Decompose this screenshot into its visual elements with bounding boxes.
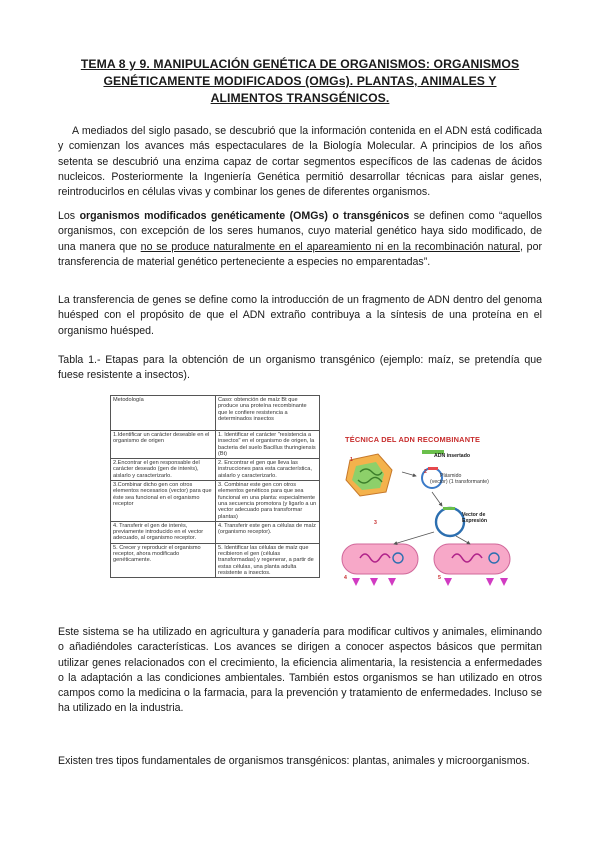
table-cell: 4. Transferir el gen de interés, previamente introducido en el vector adecuado, al organismo receptor. <box>111 521 216 543</box>
table-caption: Tabla 1.- Etapas para la obtención de un organismo transgénico (ejemplo: maíz, se pretendía que fuese resistente a insectos). <box>58 354 542 382</box>
transfer-paragraph: La transferencia de genes se define como la introducción de un fragmento de ADN dentro del genoma huésped con el propósito de que el ADN extraño contribuya a la síntesis de una proteína en el organismo huésped. <box>58 294 542 337</box>
applications-paragraph: Este sistema se ha utilizado en agricultura y ganadería para modificar cultivos y animales, eliminando o añadiéndoles características. Los avances se dirigen a conocer aspectos básicos que permitan utilizar genes relacionados con el crecimiento, la eficiencia alimentaria, la resistencia a enfermedades o la adaptación a las condiciones ambientales. También estos organismos se han utilizado en otros campos como la medicina o la farmacia, para la prevención y tratamiento de enfermedades. Incluso se ha utilizado en la industria. <box>58 626 542 715</box>
table-row <box>111 459 320 481</box>
table-header-cell: Caso: obtención de maíz Bt que produce una proteína recombinante que le confiere resistencia a determinados insectos <box>216 396 320 431</box>
table-row <box>111 431 320 459</box>
definition-text-c: , por transferencia de material genético perteneciente a especies no emparentadas”. <box>58 240 542 268</box>
protein-products <box>352 578 508 586</box>
step-number: 1 <box>350 457 353 463</box>
table-header-cell: Metodología <box>111 396 216 431</box>
table-cell: 5. Identificar las células de maíz que recibieron el gen (células transformadas) y regenerar, a partir de estas células, una planta adulta resistente a insectos. <box>216 543 320 577</box>
table-cell: 2. Encontrar el gen que lleva las instrucciones para esta característica, aislarlo y caracterizarlo. <box>216 459 320 481</box>
table-cell: 5. Crecer y reproducir el organismo receptor, ahora modificado genéticamente. <box>111 543 216 577</box>
definition-text-a: Los <box>58 210 80 222</box>
expression-vector-illustration <box>432 492 464 536</box>
step-number: 5 <box>438 575 441 581</box>
table-row <box>111 543 320 577</box>
table-cell: 2.Encontrar el gen responsable del carácter deseado (gen de interés), aislarlo y caracterizarlo. <box>111 459 216 481</box>
diagram-title: TÉCNICA DEL ADN RECOMBINANTE <box>345 435 481 444</box>
table-cell: 3. Combinar este gen con otros elementos genéticos para que sea funcional en una planta: especialmente una secuencia promotora (y ligarlo a un vector adecuado para transformar plantas) <box>216 481 320 522</box>
stages-table <box>110 395 320 578</box>
host-cell-left <box>342 532 434 574</box>
table-row <box>111 521 320 543</box>
step-number: 4 <box>344 575 347 581</box>
title-line-3: ALIMENTOS TRANSGÉNICOS. <box>210 91 390 105</box>
step-number: 2 <box>424 469 427 475</box>
host-cell-right <box>434 536 510 574</box>
label-vector-sub: (vector) (1 transformante) <box>430 479 489 485</box>
table-cell: 1.Identificar un carácter deseable en el organismo de origen <box>111 431 216 459</box>
step-number: 3 <box>374 520 377 526</box>
table-cell: 1. Identificar el carácter "resistencia a insectos" en el organismo de origen, la bacteria del suelo Bacillus thuringiensis (Bt) <box>216 431 320 459</box>
table-header-row <box>111 396 320 431</box>
label-expression-vector: Vector de Expresión <box>462 512 488 524</box>
intro-text: A mediados del siglo pasado, se descubrió que la información contenida en el ADN está codificada y comienzan los avances más espectaculares de la Biología Molecular. A principios de los años setenta se descubrió una enzima capaz de cortar segmentos específicos de las cadenas de ácidos nucleicos. Posteriormente la Ingeniería Genética permitió desarrollar técnicas para aislar genes, reintroducirlos en células vivas y combinar los genes de diferentes organismos. <box>58 125 542 199</box>
table-row <box>111 481 320 522</box>
label-inserted-dna: ADN insertado <box>434 453 471 459</box>
definition-term: organismos modificados genéticamente (OMGs) o transgénicos <box>79 210 410 222</box>
definition-paragraph <box>58 209 542 270</box>
definition-text-b: se definen como “aquellos organismos, con excepción de los seres humanos, cuyo material genético haya sido modificado, de una manera que <box>58 210 542 253</box>
table-cell: 4. Transferir este gen a células de maíz (organismo receptor). <box>216 521 320 543</box>
page-title <box>58 56 542 107</box>
label-plasmid: Plásmido <box>440 473 462 479</box>
title-line-2: GENÉTICAMENTE MODIFICADOS (OMGs). PLANTAS, ANIMALES Y <box>103 74 497 88</box>
definition-underlined: no se produce naturalmente en el apareamiento ni en la recombinación natural <box>140 240 520 253</box>
table-cell: 3.Combinar dicho gen con otros elementos necesarios (vector) para que éste sea funcional en el organismo receptor <box>111 481 216 522</box>
title-line-1: TEMA 8 y 9. MANIPULACIÓN GENÉTICA DE ORGANISMOS: ORGANISMOS <box>80 57 520 71</box>
types-paragraph: Existen tres tipos fundamentales de organismos transgénicos: plantas, animales y microorganismos. <box>58 755 530 767</box>
intro-paragraph <box>58 124 542 200</box>
